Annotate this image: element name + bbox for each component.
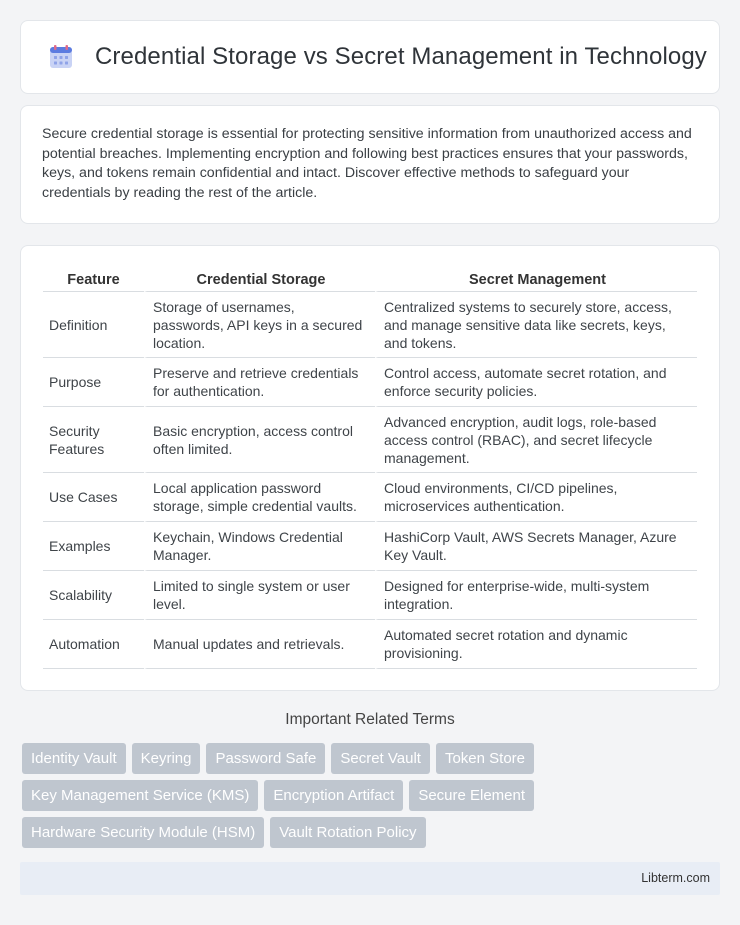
row-credential-storage: Preserve and retrieve credentials for authentication. — [144, 358, 375, 407]
term-chip-secure-element[interactable]: Secure Element — [409, 780, 534, 811]
intro-card — [20, 105, 720, 224]
footer-site-link[interactable]: Libterm.com — [641, 871, 710, 885]
row-feature: Security Features — [43, 407, 144, 473]
related-terms-title: Important Related Terms — [285, 711, 455, 728]
row-secret-management: Advanced encryption, audit logs, role-based access control (RBAC), and secret lifecycle management. — [375, 407, 697, 473]
table-row — [43, 473, 697, 522]
term-chip-encryption-artifact[interactable]: Encryption Artifact — [264, 780, 403, 811]
page-title: Credential Storage vs Secret Management in Technology — [95, 43, 707, 70]
term-chip-hsm[interactable]: Hardware Security Module (HSM) — [22, 817, 264, 848]
row-credential-storage: Limited to single system or user level. — [144, 571, 375, 620]
row-credential-storage: Storage of usernames, passwords, API keys in a secured location. — [144, 292, 375, 358]
related-terms-list — [22, 743, 722, 854]
table-row — [43, 522, 697, 571]
term-chip-identity-vault[interactable]: Identity Vault — [22, 743, 126, 774]
row-credential-storage: Local application password storage, simple credential vaults. — [144, 473, 375, 522]
header-card — [20, 20, 720, 94]
term-chip-vault-rotation-policy[interactable]: Vault Rotation Policy — [270, 817, 425, 848]
comparison-table — [43, 266, 697, 669]
intro-text: Secure credential storage is essential for protecting sensitive information from unauthorized access and potential breaches. Implementing encryption and following best practices ensures that your passwords, keys, and tokens remain confidential and intact. Discover effective methods to safeguard your credentials by reading the rest of the article. — [42, 126, 692, 201]
row-secret-management: Control access, automate secret rotation, and enforce security policies. — [375, 358, 697, 407]
term-chip-keyring[interactable]: Keyring — [132, 743, 201, 774]
table-row — [43, 292, 697, 358]
term-chip-kms[interactable]: Key Management Service (KMS) — [22, 780, 258, 811]
table-row — [43, 620, 697, 669]
row-secret-management: Cloud environments, CI/CD pipelines, microservices authentication. — [375, 473, 697, 522]
term-chip-password-safe[interactable]: Password Safe — [206, 743, 325, 774]
term-chip-token-store[interactable]: Token Store — [436, 743, 534, 774]
row-feature: Definition — [43, 292, 144, 358]
row-secret-management: Automated secret rotation and dynamic provisioning. — [375, 620, 697, 669]
footer — [20, 862, 720, 895]
row-secret-management: Centralized systems to securely store, access, and manage sensitive data like secrets, keys, and tokens. — [375, 292, 697, 358]
row-feature: Automation — [43, 620, 144, 669]
table-row — [43, 571, 697, 620]
calendar-icon — [47, 43, 75, 71]
comparison-table-card — [20, 245, 720, 691]
header-feature: Feature — [43, 266, 144, 292]
row-credential-storage: Basic encryption, access control often limited. — [144, 407, 375, 473]
row-credential-storage: Manual updates and retrievals. — [144, 620, 375, 669]
table-row — [43, 407, 697, 473]
table-header-row — [43, 266, 697, 292]
row-secret-management: Designed for enterprise-wide, multi-system integration. — [375, 571, 697, 620]
table-row — [43, 358, 697, 407]
row-secret-management: HashiCorp Vault, AWS Secrets Manager, Azure Key Vault. — [375, 522, 697, 571]
row-feature: Purpose — [43, 358, 144, 407]
term-chip-secret-vault[interactable]: Secret Vault — [331, 743, 430, 774]
row-feature: Scalability — [43, 571, 144, 620]
header-credential-storage: Credential Storage — [144, 266, 375, 292]
row-credential-storage: Keychain, Windows Credential Manager. — [144, 522, 375, 571]
row-feature: Examples — [43, 522, 144, 571]
header-secret-management: Secret Management — [375, 266, 697, 292]
row-feature: Use Cases — [43, 473, 144, 522]
